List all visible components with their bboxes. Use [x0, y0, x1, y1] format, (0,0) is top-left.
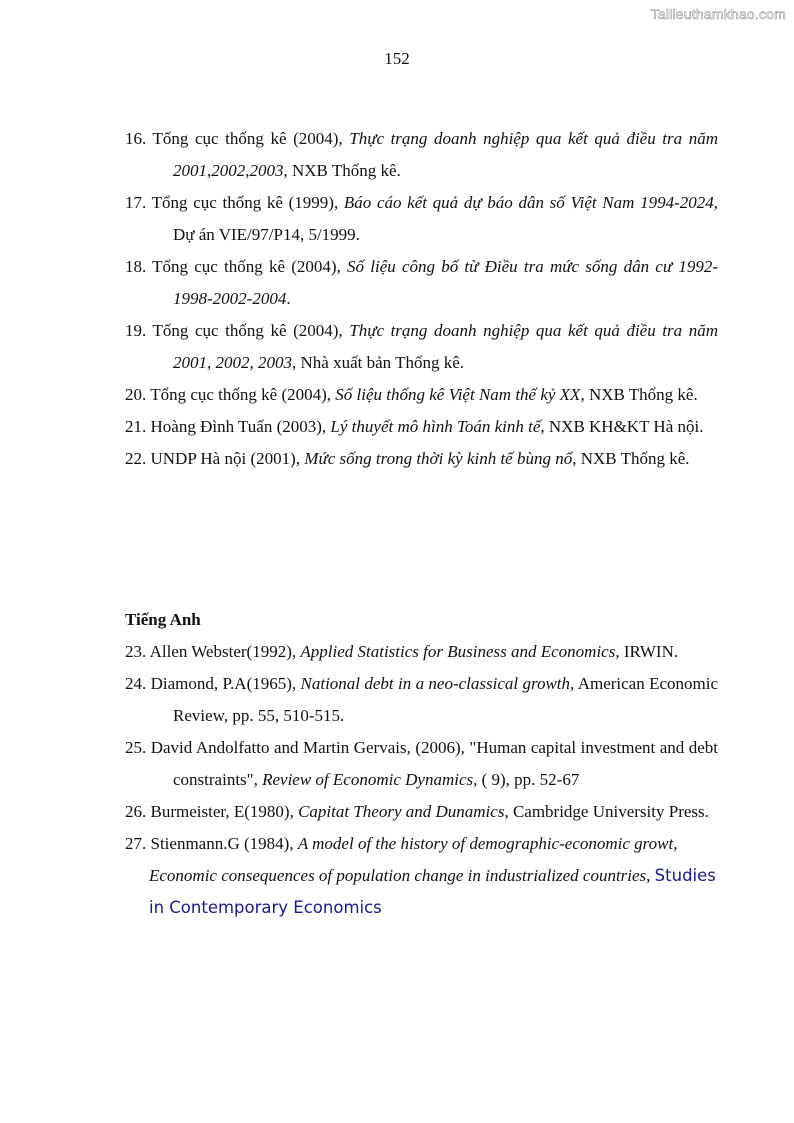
watermark: Tailieuthamkhao.com — [650, 6, 786, 22]
reference-item: 27. Stienmann.G (1984), A model of the history of demographic-economic growt, Economic consequences of population change in industrialized countries, Studies in Contemporary Economics — [125, 834, 716, 917]
section-heading-english: Tiếng Anh — [125, 610, 201, 629]
reference-item: 21. Hoàng Đình Tuấn (2003), Lý thuyết mô hình Toán kinh tế, NXB KH&KT Hà nội. — [125, 417, 704, 436]
reference-item: 24. Diamond, P.A(1965), National debt in a neo-classical growth, American Economic Review, pp. 55, 510-515. — [125, 674, 718, 725]
reference-list-vietnamese — [125, 123, 718, 475]
reference-list-english — [125, 636, 718, 924]
reference-item: 18. Tổng cục thống kê (2004), Số liệu công bố từ Điều tra mức sống dân cư 1992-1998-2002-2004. — [125, 257, 718, 308]
reference-item: 22. UNDP Hà nội (2001), Mức sống trong thời kỳ kinh tế bùng nổ, NXB Thống kê. — [125, 449, 690, 468]
reference-item: 16. Tổng cục thống kê (2004), Thực trạng doanh nghiệp qua kết quả điều tra năm 2001,2002,2003, NXB Thống kê. — [125, 129, 718, 180]
reference-item: 26. Burmeister, E(1980), Capitat Theory and Dunamics, Cambridge University Press. — [125, 802, 709, 821]
reference-item: 25. David Andolfatto and Martin Gervais, (2006), "Human capital investment and debt constraints", Review of Economic Dynamics, ( 9), pp. 52-67 — [125, 738, 719, 789]
reference-item: 19. Tổng cục thống kê (2004), Thực trạng doanh nghiệp qua kết quả điều tra năm 2001, 2002, 2003, Nhà xuất bản Thống kê. — [125, 321, 718, 372]
reference-item: 20. Tổng cục thống kê (2004), Số liệu thống kê Việt Nam thế kỷ XX, NXB Thống kê. — [125, 385, 698, 404]
reference-item: 23. Allen Webster(1992), Applied Statistics for Business and Economics, IRWIN. — [125, 642, 679, 661]
journal-name: Studies in Contemporary Economics — [149, 866, 716, 917]
reference-item: 17. Tổng cục thống kê (1999), Báo cáo kết quả dự báo dân số Việt Nam 1994-2024, Dự án VIE/97/P14, 5/1999. — [125, 193, 718, 244]
page-number: 152 — [384, 49, 410, 68]
